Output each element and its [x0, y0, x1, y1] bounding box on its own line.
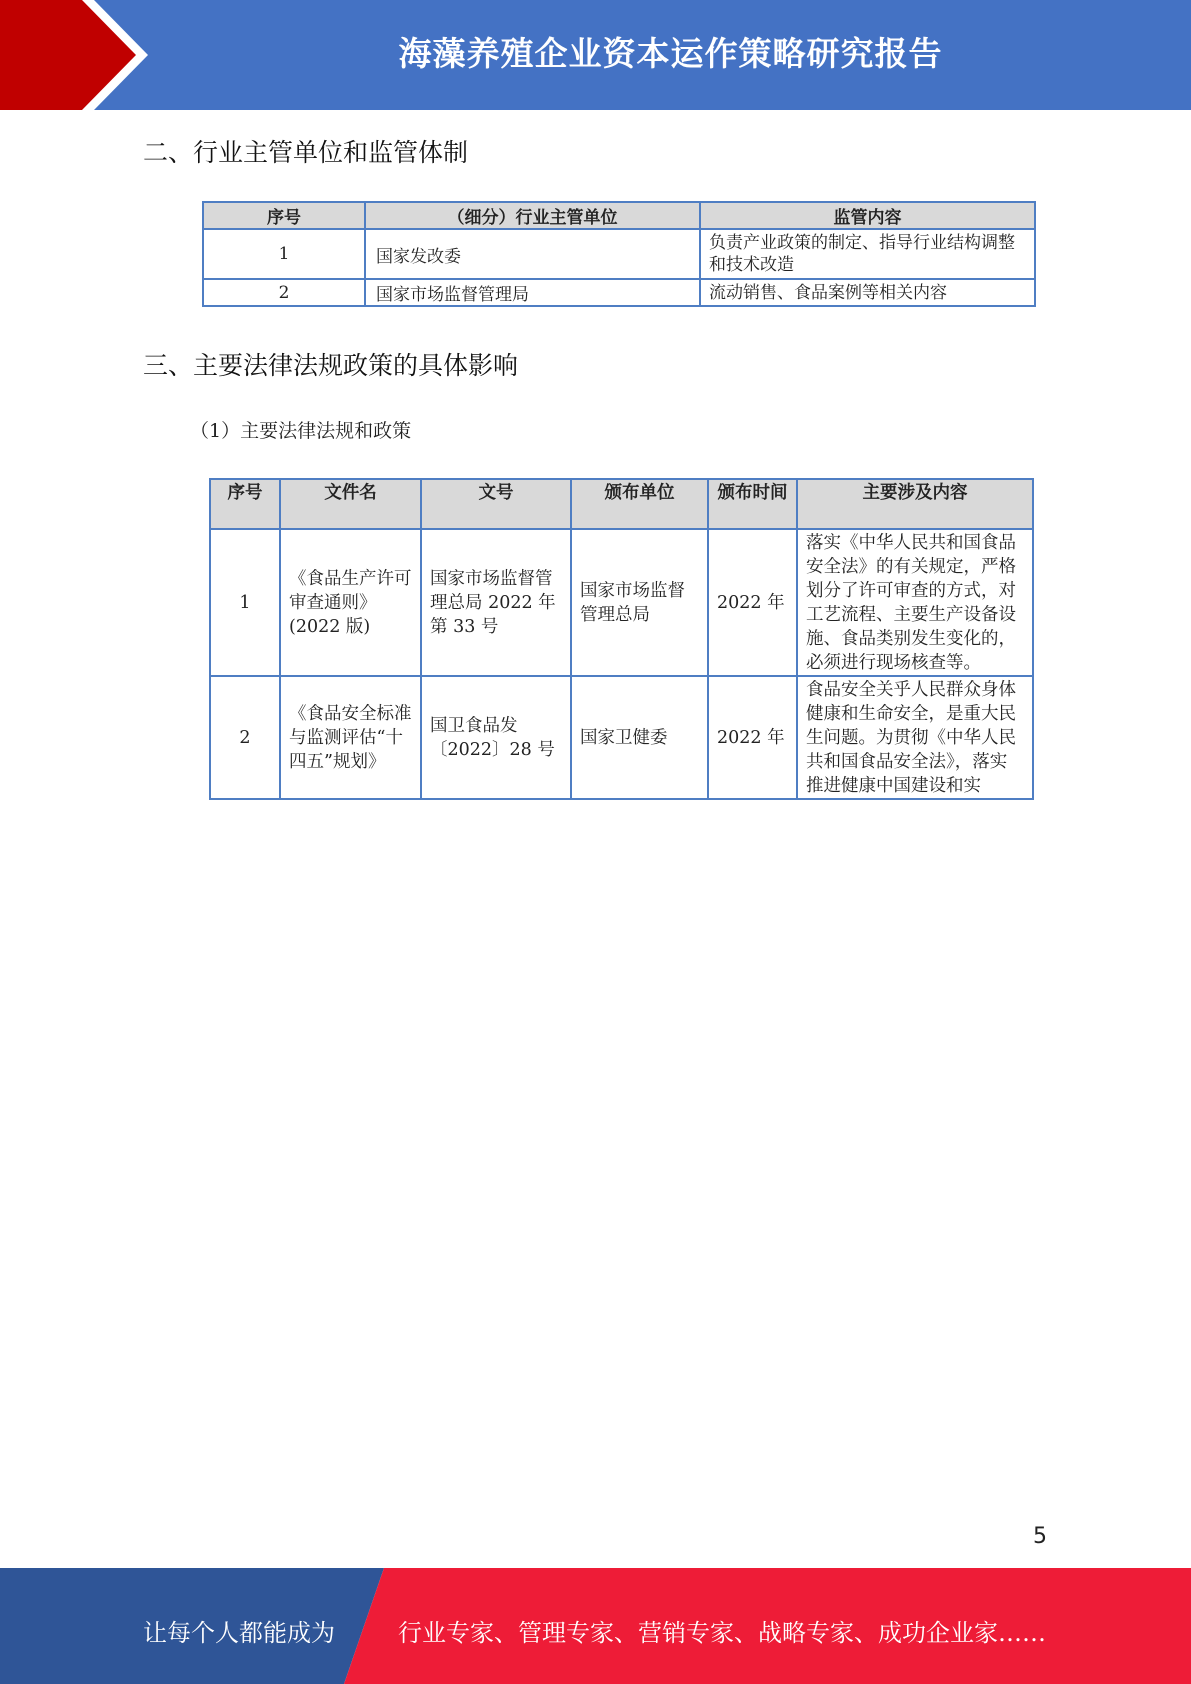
table-cell	[797, 676, 1033, 799]
column-header: 颁布单位	[571, 479, 708, 529]
table-cell: 《食品生产许可审查通则》(2022 版)	[280, 529, 421, 676]
page-header	[0, 0, 1191, 110]
column-header: 序号	[210, 479, 280, 529]
table-cell: 国家卫健委	[571, 676, 708, 799]
column-header: 颁布时间	[708, 479, 797, 529]
table-cell: 国家发改委	[365, 229, 700, 279]
table-cell: 1	[210, 529, 280, 676]
table-cell: 落实《中华人民共和国食品安全法》的有关规定，严格划分了许可审查的方式，对工艺流程、主要生产设备设施、食品类别发生变化的，必须进行现场核查等。	[797, 529, 1033, 676]
column-header: 序号	[203, 202, 365, 229]
report-title: 海藻养殖企业资本运作策略研究报告	[398, 34, 943, 73]
column-header: （细分）行业主管单位	[365, 202, 700, 229]
table-row	[203, 229, 1035, 279]
table-cell: 《食品安全标准与监测评估“十四五”规划》	[280, 676, 421, 799]
table-cell: 国家市场监督管理局	[365, 279, 700, 306]
table-cell: 2022 年	[708, 529, 797, 676]
table-cell: 国家市场监督管理总局	[571, 529, 708, 676]
table-cell: 国家市场监督管理总局 2022 年第 33 号	[421, 529, 571, 676]
table-header-row	[203, 202, 1035, 229]
page-footer	[0, 1568, 1191, 1684]
footer-slogan-left: 让每个人都能成为	[143, 1619, 335, 1647]
footer-slogan-right: 行业专家、管理专家、营销专家、战略专家、成功企业家……	[398, 1619, 1046, 1647]
section-heading-regulator: 二、行业主管单位和监管体制	[143, 138, 469, 167]
page-number: 5	[1033, 1524, 1047, 1549]
column-header: 监管内容	[700, 202, 1035, 229]
subheading-laws: （1）主要法律法规和政策	[190, 420, 412, 442]
truncated-cell-text: 食品安全关乎人民群众身体健康和生命安全，是重大民生问题。为贯彻《中华人民共和国食品安全法》，落实推进健康中国建设和实	[806, 680, 1016, 796]
table-cell: 流动销售、食品案例等相关内容	[700, 279, 1035, 306]
table-header-row	[210, 479, 1033, 529]
table-row	[210, 676, 1033, 799]
table-cell: 1	[203, 229, 365, 279]
header-red-chevron	[0, 0, 160, 110]
section-heading-laws: 三、主要法律法规政策的具体影响	[143, 351, 519, 380]
table-row	[210, 529, 1033, 676]
table-cell: 负责产业政策的制定、指导行业结构调整和技术改造	[700, 229, 1035, 279]
table-cell: 国卫食品发〔2022〕28 号	[421, 676, 571, 799]
table-cell: 2	[210, 676, 280, 799]
column-header: 文件名	[280, 479, 421, 529]
table-row	[203, 279, 1035, 306]
column-header: 主要涉及内容	[797, 479, 1033, 529]
table-cell: 2022 年	[708, 676, 797, 799]
column-header: 文号	[421, 479, 571, 529]
laws-table	[209, 478, 1034, 800]
regulator-table	[202, 201, 1036, 307]
table-cell: 2	[203, 279, 365, 306]
